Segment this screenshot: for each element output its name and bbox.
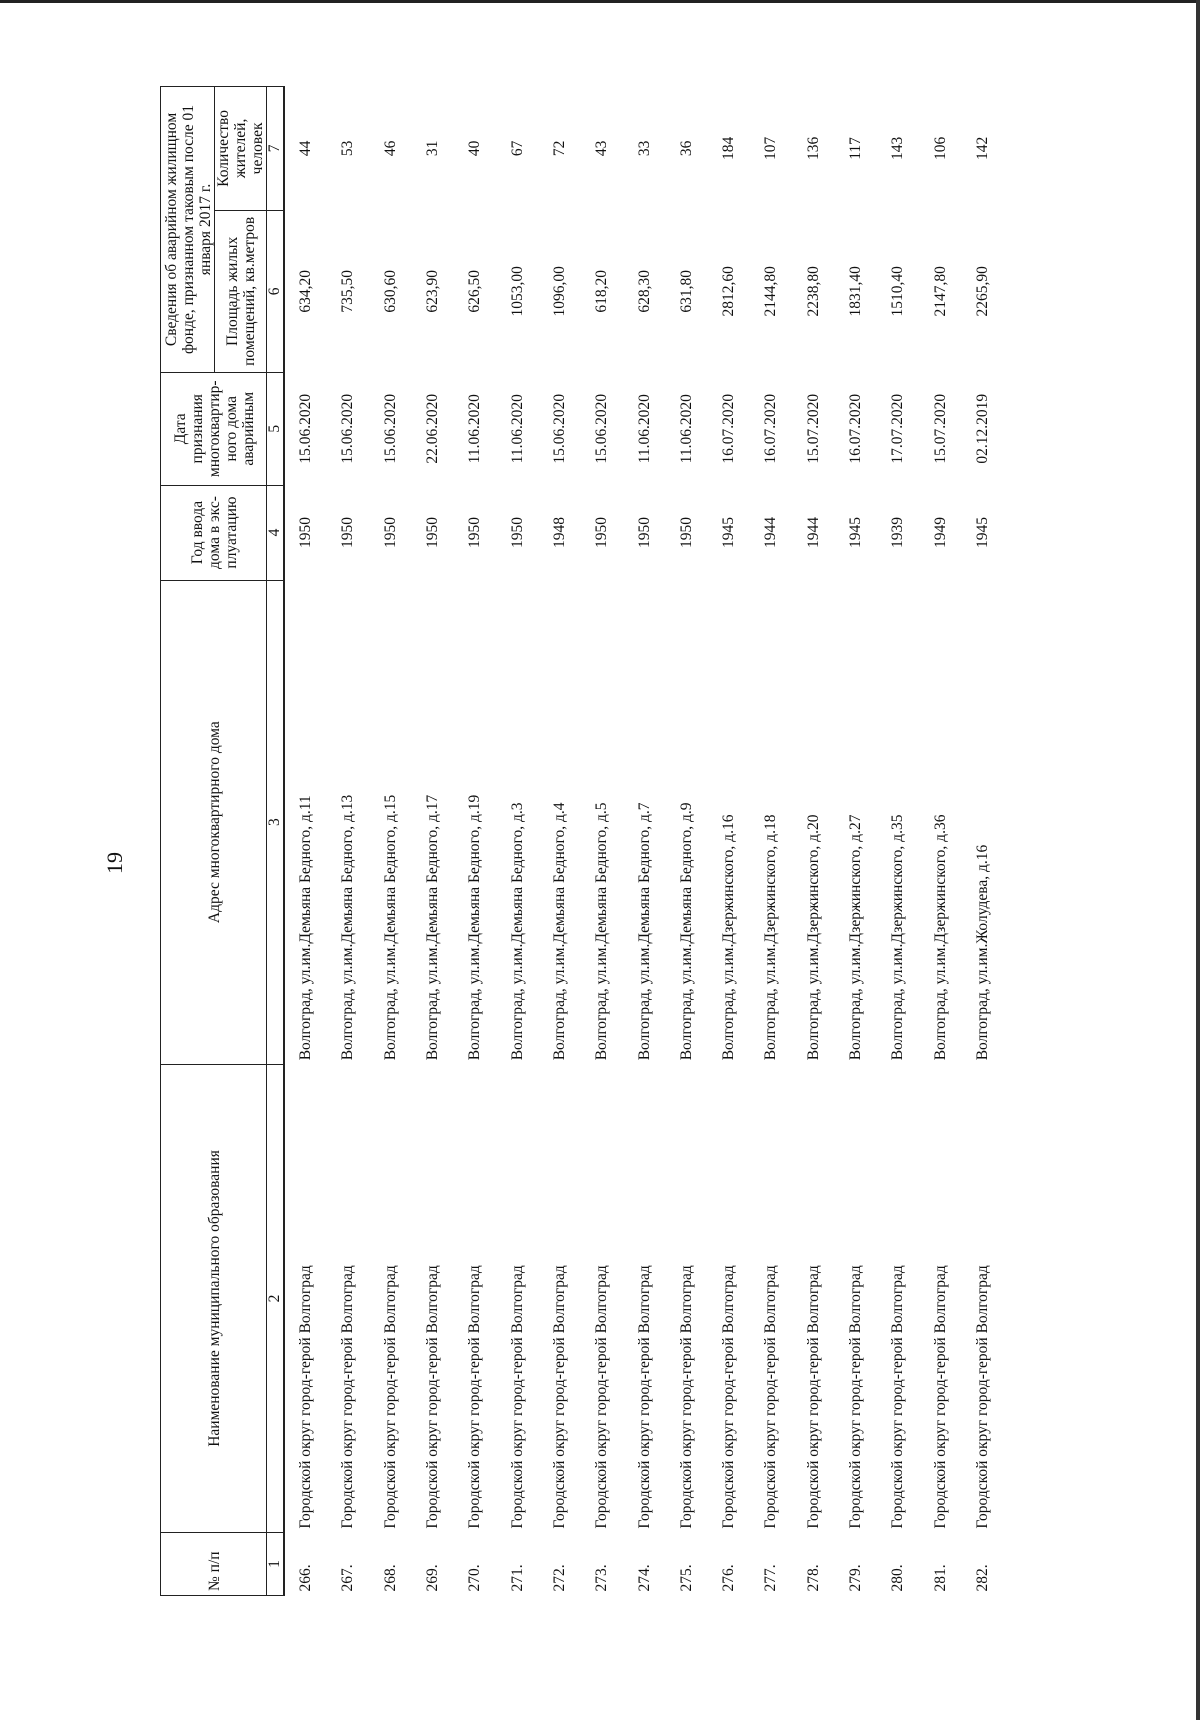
row-date: 15.07.2020	[804, 393, 822, 464]
row-residents: 72	[550, 140, 568, 157]
row-date: 16.07.2020	[847, 393, 864, 464]
row-address: Волгоград, ул.им.Демьяна Бедного, д.4	[550, 802, 568, 1061]
column-number: 1	[267, 1533, 285, 1596]
column-number: 7	[267, 87, 285, 211]
row-date: 15.06.2020	[297, 393, 315, 464]
row-area: 1510,40	[889, 266, 907, 317]
row-year: 1939	[889, 517, 907, 549]
row-area: 626,50	[466, 270, 484, 313]
row-date: 15.06.2020	[381, 393, 399, 464]
row-date: 16.07.2020	[762, 393, 780, 464]
row-residents: 53	[339, 140, 357, 157]
row-address: Волгоград, ул.им.Демьяна Бедного, д.9	[677, 802, 695, 1061]
row-date: 15.06.2020	[593, 393, 611, 464]
row-area: 623,90	[424, 270, 442, 313]
row-address: Волгоград, ул.им.Дзержинского, д.18	[762, 814, 780, 1061]
row-address: Волгоград, ул.им.Дзержинского, д.16	[720, 814, 738, 1061]
row-year: 1950	[508, 517, 526, 549]
row-date: 15.06.2020	[339, 393, 357, 464]
row-year: 1950	[339, 517, 357, 549]
row-municipality: Городской округ город-герой Волгоград	[677, 1265, 695, 1529]
row-year: 1949	[931, 517, 949, 549]
row-date: 11.06.2020	[635, 394, 653, 464]
row-address: Волгоград, ул.им.Демьяна Бедного, д.19	[466, 794, 484, 1061]
row-municipality: Городской округ город-герой Волгоград	[847, 1265, 864, 1529]
row-date: 11.06.2020	[677, 394, 695, 464]
row-residents: 44	[297, 140, 315, 157]
column-number: 4	[267, 485, 285, 580]
row-area: 735,50	[339, 270, 357, 313]
row-residents: 43	[593, 140, 611, 157]
row-residents: 107	[762, 136, 780, 161]
row-residents: 184	[720, 136, 738, 161]
row-date: 11.06.2020	[466, 394, 484, 464]
page-number: 19	[102, 852, 127, 874]
row-area: 628,30	[635, 270, 653, 313]
row-area: 630,60	[381, 270, 399, 313]
row-municipality: Городской округ город-герой Волгоград	[381, 1265, 399, 1529]
row-area: 1096,00	[550, 266, 568, 317]
header-group: Сведения об аварийном жилищном фонде, признанном таковым после 01 января 2017 г.	[161, 87, 215, 373]
row-number: 277.	[762, 1564, 780, 1592]
column-number: 2	[267, 1064, 285, 1532]
row-residents: 117	[847, 137, 864, 160]
table-row	[539, 87, 581, 1596]
table-row	[666, 87, 708, 1596]
row-area: 2144,80	[762, 266, 780, 317]
row-date: 15.07.2020	[931, 393, 949, 464]
table-body	[284, 87, 1004, 1596]
header-area: Площадь жилых помещений, кв.метров	[215, 210, 267, 372]
row-year: 1950	[677, 517, 695, 549]
row-residents: 46	[381, 140, 399, 157]
row-date: 02.12.2019	[973, 393, 991, 464]
header-year: Год ввода дома в экс-плуатацию	[161, 485, 267, 580]
row-municipality: Городской округ город-герой Волгоград	[635, 1265, 653, 1529]
table-row	[708, 87, 750, 1596]
table-row	[496, 87, 538, 1596]
column-number: 3	[267, 580, 285, 1064]
table-row	[284, 87, 327, 1596]
row-area: 2265,90	[973, 266, 991, 317]
row-address: Волгоград, ул.им.Дзержинского, д.27	[847, 814, 864, 1061]
row-number: 267.	[339, 1564, 357, 1592]
row-area: 2147,80	[931, 266, 949, 317]
row-residents: 40	[466, 140, 484, 157]
row-address: Волгоград, ул.им.Демьяна Бедного, д.3	[508, 802, 526, 1061]
row-area: 2812,60	[720, 266, 738, 317]
header-residents: Количество жителей, человек	[215, 87, 267, 211]
row-number: 274.	[635, 1564, 653, 1592]
table-row	[835, 87, 877, 1596]
table-row	[327, 87, 369, 1596]
row-area: 634,20	[297, 270, 315, 313]
row-number: 273.	[593, 1564, 611, 1592]
row-address: Волгоград, ул.им.Жолудева, д.16	[973, 844, 991, 1061]
row-year: 1945	[720, 517, 738, 549]
row-number: 280.	[889, 1564, 907, 1592]
row-date: 17.07.2020	[889, 393, 907, 464]
row-address: Волгоград, ул.им.Дзержинского, д.35	[889, 814, 907, 1061]
row-number: 281.	[931, 1564, 949, 1592]
table-row	[877, 87, 919, 1596]
row-number: 271.	[508, 1564, 526, 1592]
row-area: 2238,80	[804, 266, 822, 317]
table-row	[581, 87, 623, 1596]
row-municipality: Городской округ город-герой Волгоград	[297, 1265, 315, 1529]
row-year: 1948	[550, 517, 568, 549]
row-number: 269.	[424, 1564, 442, 1592]
row-address: Волгоград, ул.им.Демьяна Бедного, д.13	[339, 794, 357, 1061]
row-residents: 67	[508, 140, 526, 157]
row-date: 11.06.2020	[508, 394, 526, 464]
row-residents: 142	[973, 136, 991, 161]
row-municipality: Городской округ город-герой Волгоград	[593, 1265, 611, 1529]
column-number: 5	[267, 372, 285, 485]
row-number: 272.	[550, 1564, 568, 1592]
table-row	[454, 87, 496, 1596]
table-row	[370, 87, 412, 1596]
row-address: Волгоград, ул.им.Дзержинского, д.20	[804, 814, 822, 1061]
row-municipality: Городской округ город-герой Волгоград	[804, 1265, 822, 1529]
row-area: 631,80	[677, 270, 695, 313]
row-municipality: Городской округ город-герой Волгоград	[931, 1265, 949, 1529]
row-year: 1950	[424, 517, 442, 549]
row-address: Волгоград, ул.им.Демьяна Бедного, д.7	[635, 802, 653, 1061]
row-number: 278.	[804, 1564, 822, 1592]
scan-edge-top	[0, 0, 1200, 3]
row-municipality: Городской округ город-герой Волгоград	[466, 1265, 484, 1529]
row-number: 279.	[847, 1564, 864, 1592]
table-row	[412, 87, 454, 1596]
header-column-numbers	[267, 87, 285, 1596]
row-year: 1950	[635, 517, 653, 549]
row-date: 16.07.2020	[720, 393, 738, 464]
row-year: 1950	[381, 517, 399, 549]
table-row	[623, 87, 665, 1596]
row-number: 276.	[720, 1564, 738, 1592]
row-year: 1945	[847, 517, 864, 549]
row-year: 1944	[804, 517, 822, 549]
header-municipality: Наименование муниципального образования	[161, 1064, 267, 1532]
row-year: 1950	[466, 517, 484, 549]
table-row	[962, 87, 1004, 1596]
row-residents: 106	[931, 136, 949, 161]
header-date: Дата признания многоквартир-ного дома аварийным	[161, 372, 267, 485]
row-date: 22.06.2020	[424, 393, 442, 464]
scan-edge-right	[1196, 0, 1200, 1720]
row-residents: 136	[804, 136, 822, 161]
table-row	[793, 87, 835, 1596]
row-municipality: Городской округ город-герой Волгоград	[550, 1265, 568, 1529]
row-date: 15.06.2020	[550, 393, 568, 464]
row-year: 1950	[593, 517, 611, 549]
row-area: 1831,40	[847, 266, 864, 317]
column-number: 6	[267, 210, 285, 372]
table-row	[919, 87, 961, 1596]
row-municipality: Городской округ город-герой Волгоград	[889, 1265, 907, 1529]
row-area: 618,20	[593, 270, 611, 313]
row-number: 282.	[973, 1564, 991, 1592]
row-number: 275.	[677, 1564, 695, 1592]
row-address: Волгоград, ул.им.Дзержинского, д.36	[931, 814, 949, 1061]
row-residents: 33	[635, 140, 653, 157]
row-municipality: Городской округ город-герой Волгоград	[339, 1265, 357, 1529]
row-area: 1053,00	[508, 266, 526, 317]
row-number: 270.	[466, 1564, 484, 1592]
header-address: Адрес многоквартирного дома	[161, 580, 267, 1064]
row-address: Волгоград, ул.им.Демьяна Бедного, д.17	[424, 794, 442, 1061]
row-municipality: Городской округ город-герой Волгоград	[424, 1265, 442, 1529]
emergency-housing-table	[160, 86, 1004, 1596]
header-no: № п/п	[161, 1533, 267, 1596]
header-row-main	[161, 87, 215, 1596]
row-number: 268.	[381, 1564, 399, 1592]
table-header	[161, 87, 285, 1596]
row-address: Волгоград, ул.им.Демьяна Бедного, д.11	[297, 795, 315, 1061]
row-municipality: Городской округ город-герой Волгоград	[973, 1265, 991, 1529]
row-residents: 31	[424, 140, 442, 157]
row-municipality: Городской округ город-герой Волгоград	[508, 1265, 526, 1529]
row-residents: 143	[889, 136, 907, 161]
row-year: 1944	[762, 517, 780, 549]
row-number: 266.	[297, 1564, 315, 1592]
row-year: 1950	[297, 517, 315, 549]
table-row	[750, 87, 792, 1596]
row-municipality: Городской округ город-герой Волгоград	[720, 1265, 738, 1529]
row-address: Волгоград, ул.им.Демьяна Бедного, д.15	[381, 794, 399, 1061]
rotated-table-container	[160, 86, 1004, 1596]
row-address: Волгоград, ул.им.Демьяна Бедного, д.5	[593, 802, 611, 1061]
row-municipality: Городской округ город-герой Волгоград	[762, 1265, 780, 1529]
row-residents: 36	[677, 140, 695, 157]
row-year: 1945	[973, 517, 991, 549]
